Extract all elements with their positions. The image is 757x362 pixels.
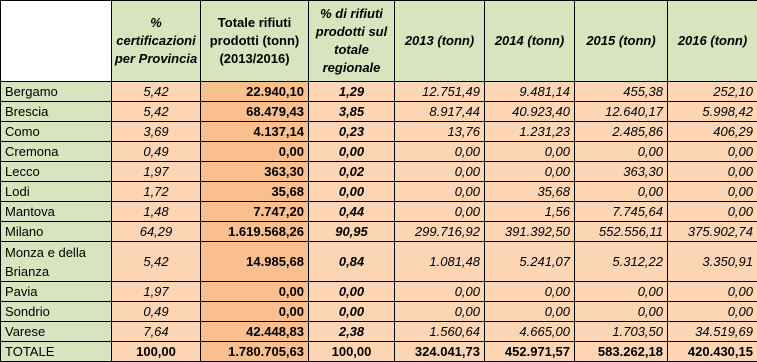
- value-2015: 0,00: [575, 302, 668, 322]
- value-2013: 0,00: [395, 302, 485, 322]
- value-2013: 0,00: [395, 202, 485, 222]
- value-2016: 0,00: [668, 142, 757, 162]
- cert-pct: 7,64: [112, 322, 201, 342]
- value-2015: 2.485,86: [575, 122, 668, 142]
- total-row: [1, 342, 757, 362]
- value-2016: 5.998,42: [668, 102, 757, 122]
- table-row: [1, 142, 757, 162]
- province-name: Sondrio: [1, 302, 112, 322]
- header-totale-rifiuti: Totale rifiuti prodotti (tonn) (2013/2016): [201, 1, 309, 82]
- table-row: [1, 302, 757, 322]
- table-row: [1, 242, 757, 282]
- total-waste: 0,00: [201, 302, 309, 322]
- regional-pct: 0,23: [309, 122, 395, 142]
- total-label: TOTALE: [1, 342, 112, 362]
- total-waste: 363,30: [201, 162, 309, 182]
- total-waste-sum: 1.780.705,63: [201, 342, 309, 362]
- total-waste: 1.619.568,26: [201, 222, 309, 242]
- cert-pct: 1,48: [112, 202, 201, 222]
- regional-pct: 3,85: [309, 102, 395, 122]
- table-row: [1, 182, 757, 202]
- table-row: [1, 322, 757, 342]
- regional-pct: 0,00: [309, 142, 395, 162]
- value-2015: 455,38: [575, 82, 668, 102]
- province-name: Bergamo: [1, 82, 112, 102]
- value-2013: 8.917,44: [395, 102, 485, 122]
- value-2016: 406,29: [668, 122, 757, 142]
- total-cert-pct: 100,00: [112, 342, 201, 362]
- cert-pct: 1,72: [112, 182, 201, 202]
- value-2013: 0,00: [395, 142, 485, 162]
- regional-pct: 2,38: [309, 322, 395, 342]
- header-perc-regionale: % di rifiuti prodotti sul totale regionale: [309, 1, 395, 82]
- value-2015: 552.556,11: [575, 222, 668, 242]
- header-2016: 2016 (tonn): [668, 1, 757, 82]
- total-2014: 452.971,57: [485, 342, 575, 362]
- cert-pct: 1,97: [112, 162, 201, 182]
- province-name: Como: [1, 122, 112, 142]
- value-2016: 0,00: [668, 202, 757, 222]
- province-name: Mantova: [1, 202, 112, 222]
- province-name: Cremona: [1, 142, 112, 162]
- value-2013: 12.751,49: [395, 82, 485, 102]
- province-name: Brescia: [1, 102, 112, 122]
- header-province: [1, 1, 112, 82]
- value-2016: 0,00: [668, 282, 757, 302]
- value-2013: 0,00: [395, 182, 485, 202]
- value-2013: 299.716,92: [395, 222, 485, 242]
- value-2016: 0,00: [668, 162, 757, 182]
- value-2015: 12.640,17: [575, 102, 668, 122]
- cert-pct: 5,42: [112, 82, 201, 102]
- regional-pct: 0,02: [309, 162, 395, 182]
- regional-pct: 0,00: [309, 282, 395, 302]
- total-2016: 420.430,15: [668, 342, 757, 362]
- value-2015: 1.703,50: [575, 322, 668, 342]
- total-waste: 7.747,20: [201, 202, 309, 222]
- province-name: Varese: [1, 322, 112, 342]
- value-2013: 1.081,48: [395, 242, 485, 282]
- header-row: [1, 1, 757, 82]
- header-certificazioni: % certificazioni per Provincia: [112, 1, 201, 82]
- value-2016: 0,00: [668, 182, 757, 202]
- value-2014: 1.231,23: [485, 122, 575, 142]
- value-2014: 40.923,40: [485, 102, 575, 122]
- regional-pct: 1,29: [309, 82, 395, 102]
- total-waste: 4.137,14: [201, 122, 309, 142]
- regional-pct: 0,00: [309, 182, 395, 202]
- value-2015: 363,30: [575, 162, 668, 182]
- value-2015: 5.312,22: [575, 242, 668, 282]
- table-row: [1, 82, 757, 102]
- value-2013: 13,76: [395, 122, 485, 142]
- value-2013: 1.560,64: [395, 322, 485, 342]
- value-2015: 0,00: [575, 282, 668, 302]
- total-waste: 0,00: [201, 142, 309, 162]
- header-2015: 2015 (tonn): [575, 1, 668, 82]
- province-name: Monza e della Brianza: [1, 242, 112, 282]
- table-row: [1, 162, 757, 182]
- regional-pct: 0,44: [309, 202, 395, 222]
- header-2014: 2014 (tonn): [485, 1, 575, 82]
- cert-pct: 64,29: [112, 222, 201, 242]
- province-name: Lodi: [1, 182, 112, 202]
- table-row: [1, 122, 757, 142]
- value-2015: 0,00: [575, 142, 668, 162]
- cert-pct: 5,42: [112, 102, 201, 122]
- value-2014: 0,00: [485, 282, 575, 302]
- total-2013: 324.041,73: [395, 342, 485, 362]
- value-2014: 4.665,00: [485, 322, 575, 342]
- value-2014: 0,00: [485, 162, 575, 182]
- province-name: Milano: [1, 222, 112, 242]
- total-waste: 42.448,83: [201, 322, 309, 342]
- table-row: [1, 102, 757, 122]
- value-2014: 0,00: [485, 142, 575, 162]
- cert-pct: 1,97: [112, 282, 201, 302]
- cert-pct: 0,49: [112, 142, 201, 162]
- value-2016: 34.519,69: [668, 322, 757, 342]
- value-2015: 0,00: [575, 182, 668, 202]
- value-2016: 252,10: [668, 82, 757, 102]
- value-2015: 7.745,64: [575, 202, 668, 222]
- value-2013: 0,00: [395, 162, 485, 182]
- regional-pct: 0,84: [309, 242, 395, 282]
- value-2014: 1,56: [485, 202, 575, 222]
- value-2016: 3.350,91: [668, 242, 757, 282]
- total-waste: 35,68: [201, 182, 309, 202]
- total-regional-pct: 100,00: [309, 342, 395, 362]
- value-2014: 35,68: [485, 182, 575, 202]
- value-2014: 5.241,07: [485, 242, 575, 282]
- total-waste: 22.940,10: [201, 82, 309, 102]
- value-2016: 375.902,74: [668, 222, 757, 242]
- value-2016: 0,00: [668, 302, 757, 322]
- cert-pct: 0,49: [112, 302, 201, 322]
- header-2013: 2013 (tonn): [395, 1, 485, 82]
- value-2013: 0,00: [395, 282, 485, 302]
- cert-pct: 5,42: [112, 242, 201, 282]
- total-waste: 14.985,68: [201, 242, 309, 282]
- province-name: Lecco: [1, 162, 112, 182]
- total-2015: 583.262,18: [575, 342, 668, 362]
- table-row: [1, 222, 757, 242]
- province-name: Pavia: [1, 282, 112, 302]
- total-waste: 0,00: [201, 282, 309, 302]
- table-row: [1, 282, 757, 302]
- value-2014: 0,00: [485, 302, 575, 322]
- regional-pct: 0,00: [309, 302, 395, 322]
- value-2014: 9.481,14: [485, 82, 575, 102]
- table-row: [1, 202, 757, 222]
- regional-pct: 90,95: [309, 222, 395, 242]
- cert-pct: 3,69: [112, 122, 201, 142]
- value-2014: 391.392,50: [485, 222, 575, 242]
- total-waste: 68.479,43: [201, 102, 309, 122]
